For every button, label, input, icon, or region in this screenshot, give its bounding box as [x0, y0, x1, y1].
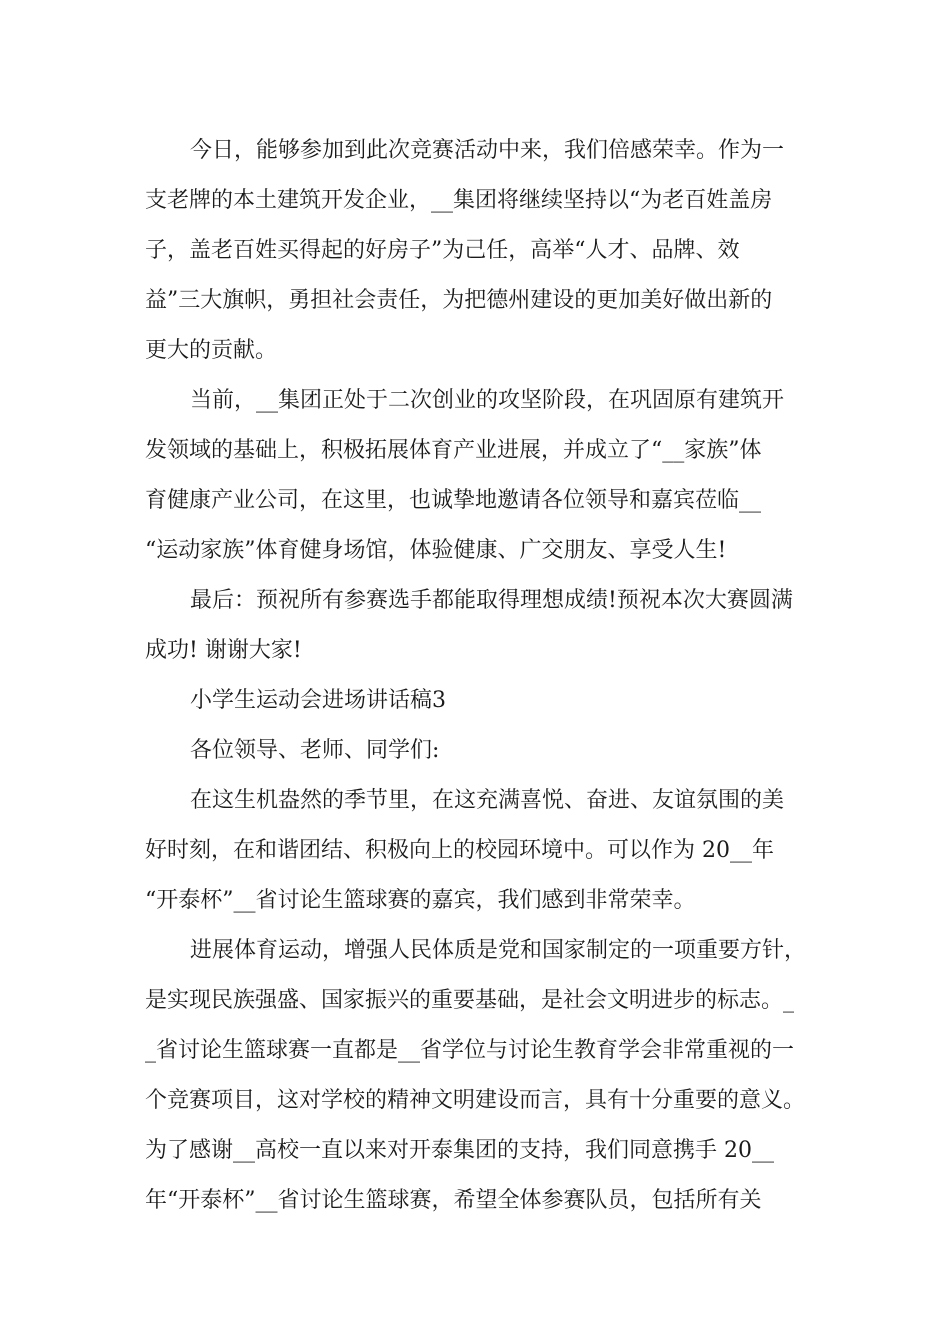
text-line: 益”三大旗帜，勇担社会责任，为把德州建设的更加美好做出新的 — [145, 288, 773, 313]
text-line: _省讨论生篮球赛一直都是__省学位与讨论生教育学会非常重视的一 — [145, 1038, 795, 1063]
text-line: 最后：预祝所有参赛选手都能取得理想成绩!预祝本次大赛圆满 — [190, 588, 793, 613]
text-line: 更大的贡献。 — [145, 338, 278, 363]
text-line: 育健康产业公司，在这里，也诚挚地邀请各位领导和嘉宾莅临__ — [145, 488, 762, 513]
text-line: 发领域的基础上，积极拓展体育产业进展，并成立了“__家族”体 — [145, 438, 762, 463]
text-line: 年“开泰杯”__省讨论生篮球赛，希望全体参赛队员，包括所有关 — [145, 1188, 762, 1213]
text-line: 好时刻，在和谐团结、积极向上的校园环境中。可以作为 20__年 — [145, 838, 774, 863]
text-line: 个竞赛项目，这对学校的精神文明建设而言，具有十分重要的意义。 — [145, 1088, 806, 1113]
text-line: 成功! 谢谢大家! — [145, 638, 302, 663]
text-line: 进展体育运动，增强人民体质是党和国家制定的一项重要方针， — [190, 938, 807, 963]
text-line: 支老牌的本土建筑开发企业，__集团将继续坚持以“为老百姓盖房 — [145, 188, 773, 213]
text-line: 为了感谢__高校一直以来对开泰集团的支持，我们同意携手 20__ — [145, 1138, 774, 1163]
salutation: 各位领导、老师、同学们: — [190, 738, 440, 763]
text-line: “运动家族”体育健身场馆，体验健康、广交朋友、享受人生! — [145, 538, 727, 563]
text-line: 今日，能够参加到此次竞赛活动中来，我们倍感荣幸。作为一 — [190, 138, 785, 163]
text-line: 是实现民族强盛、国家振兴的重要基础，是社会文明进步的标志。_ — [145, 988, 795, 1013]
text-line: 当前，__集团正处于二次创业的攻坚阶段，在巩固原有建筑开 — [190, 388, 785, 413]
section-heading: 小学生运动会进场讲话稿3 — [190, 688, 446, 713]
text-line: “开泰杯”__省讨论生篮球赛的嘉宾，我们感到非常荣幸。 — [145, 888, 696, 913]
text-line: 在这生机盎然的季节里，在这充满喜悦、奋进、友谊氛围的美 — [190, 788, 785, 813]
text-line: 子，盖老百姓买得起的好房子”为己任，高举“人才、品牌、效 — [145, 238, 740, 263]
